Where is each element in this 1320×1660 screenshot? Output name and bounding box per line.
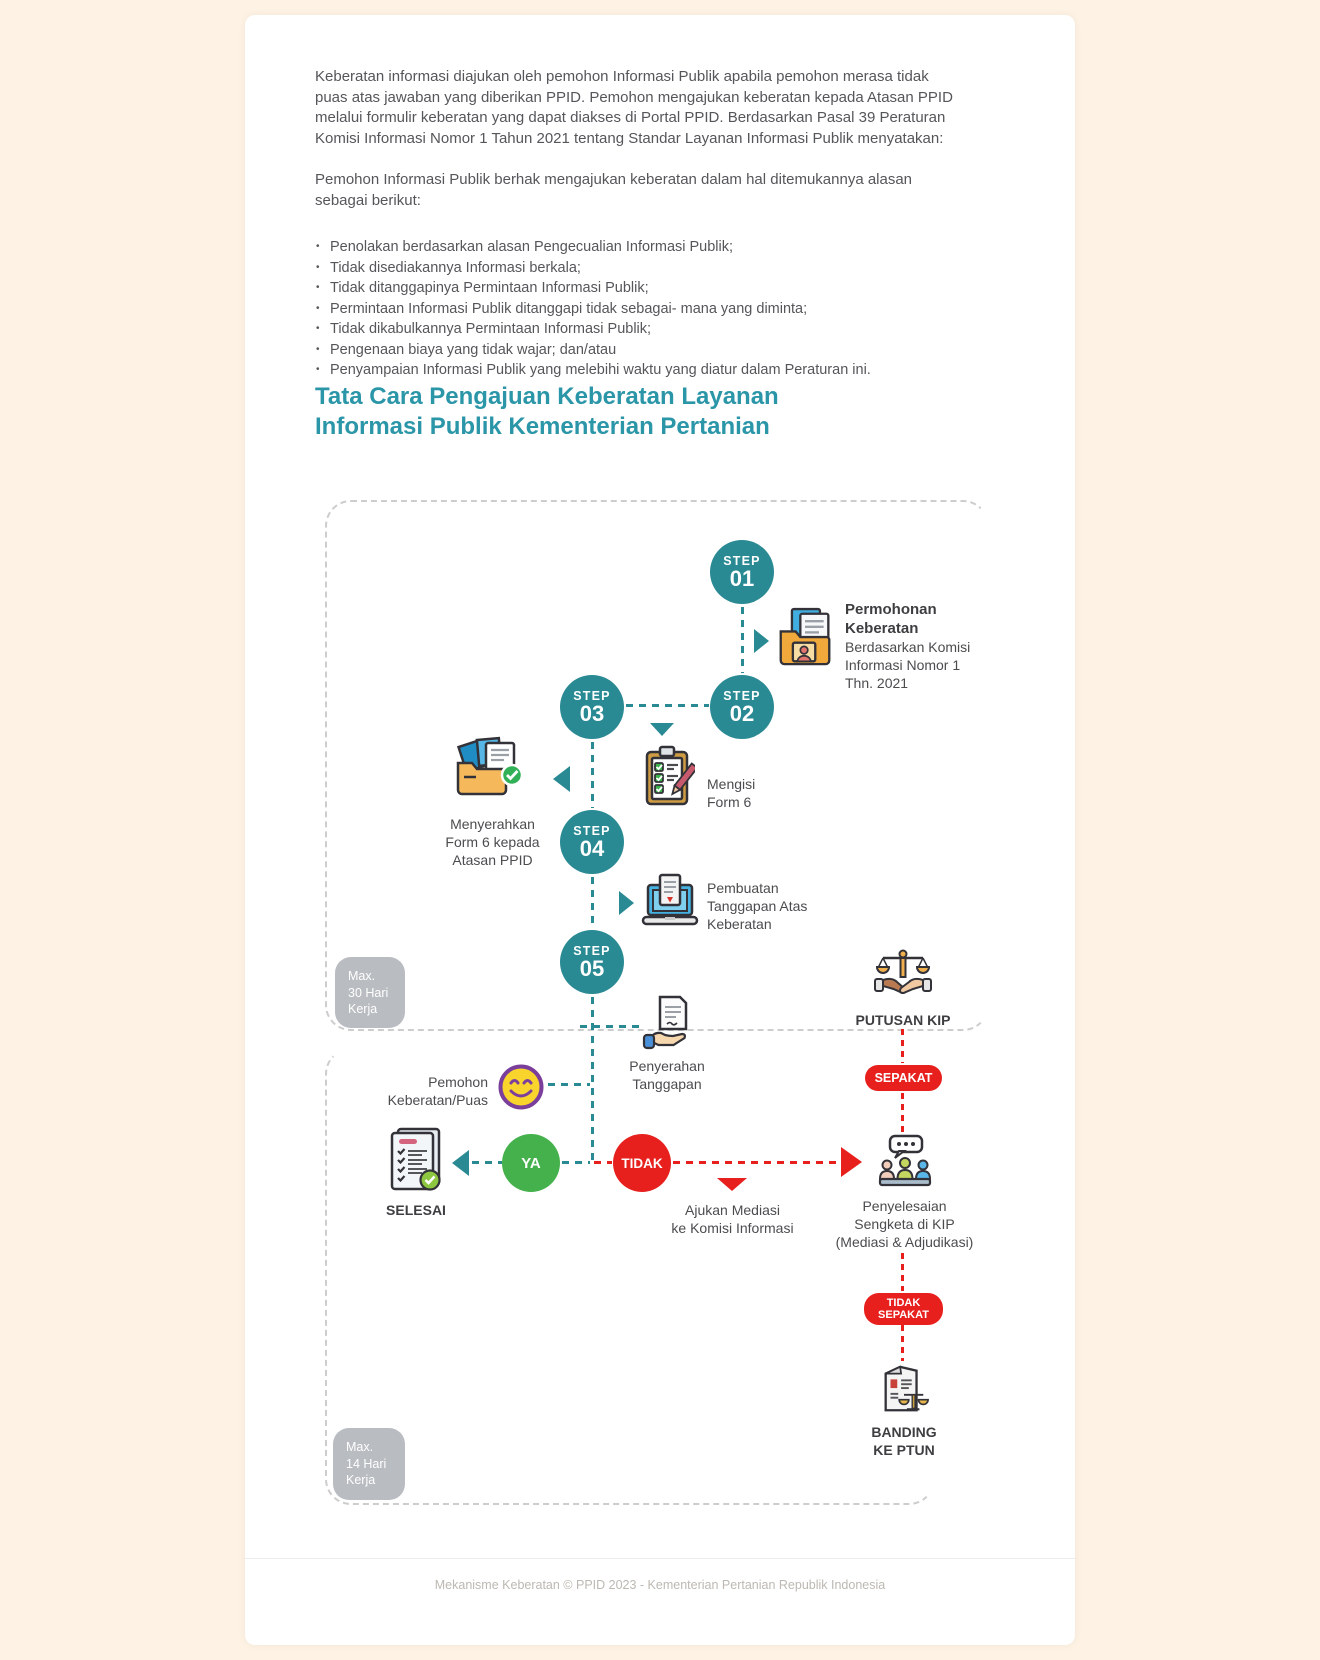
- arrow-left-icon: [452, 1150, 469, 1176]
- intro-paragraph-2: Pemohon Informasi Publik berhak mengajukan keberatan dalam hal ditemukannya alasan sebagai berikut:: [315, 171, 913, 209]
- label-line: Form 6: [707, 794, 752, 810]
- dashed-connector: [901, 1325, 904, 1361]
- mengisi-label: [707, 775, 755, 811]
- arrow-down-icon: [650, 723, 674, 736]
- step-04-circle: [560, 810, 624, 874]
- list-item: • Penyampaian Informasi Publik yang melebihi waktu yang diatur dalam Peraturan ini.: [315, 360, 995, 381]
- label-line: Keberatan: [707, 916, 772, 932]
- arrow-down-icon: [717, 1178, 747, 1191]
- label-line: Form 6 kepada: [445, 834, 540, 850]
- page-title: [315, 382, 779, 442]
- label-line: Keberatan/Puas: [387, 1092, 488, 1108]
- label-line: Berdasarkan Komisi: [845, 639, 971, 655]
- dashed-connector: [562, 1161, 590, 1164]
- badge-line: SEPAKAT: [878, 1309, 929, 1321]
- penyelesaian-label: [817, 1197, 992, 1251]
- label-line: Pembuatan: [707, 880, 779, 896]
- list-item: • Tidak ditanggapinya Permintaan Informasi Publik;: [315, 278, 995, 299]
- penyerahan-label: [597, 1057, 737, 1093]
- label-line: Mengisi: [707, 776, 756, 792]
- step-02-circle: [710, 675, 774, 739]
- badge-line: Kerja: [346, 1473, 376, 1487]
- badge-line: TIDAK: [886, 1296, 921, 1309]
- badge-line: 14 Hari: [346, 1456, 387, 1471]
- ajukan-mediasi-label: [660, 1201, 805, 1237]
- ya-decision-circle: YA: [502, 1134, 560, 1192]
- smiley-face-icon: [497, 1063, 545, 1116]
- dashed-connector: [591, 742, 594, 808]
- dashed-connector: [591, 997, 594, 1163]
- label-line: Atasan PPID: [452, 852, 533, 868]
- list-item: • Penolakan berdasarkan alasan Pengecualian Informasi Publik;: [315, 237, 995, 258]
- checklist-document-icon: [389, 1127, 443, 1196]
- meeting-people-icon: [876, 1134, 934, 1197]
- label-line: Tanggapan: [632, 1076, 702, 1092]
- selesai-label: SELESAI: [386, 1202, 446, 1218]
- arrow-left-icon: [553, 766, 570, 792]
- label-line: Informasi Nomor 1: [845, 657, 961, 673]
- hand-document-icon: [642, 995, 696, 1056]
- arrow-right-icon: [619, 891, 634, 915]
- page-title-line2: Informasi Publik Kementerian Pertanian: [315, 413, 770, 440]
- dashed-connector: [673, 1161, 839, 1164]
- step-03-circle: [560, 675, 624, 739]
- dashed-connector: [901, 1029, 904, 1063]
- scales-handshake-icon: [874, 949, 932, 1010]
- list-item: • Permintaan Informasi Publik ditanggapi tidak sebagai- mana yang diminta;: [315, 299, 995, 320]
- label-line: Pemohon: [428, 1074, 488, 1090]
- page-title-line1: Tata Cara Pengajuan Keberatan Layanan: [315, 383, 779, 410]
- dashed-connector: [472, 1161, 502, 1164]
- legal-document-scales-icon: [877, 1363, 931, 1422]
- dashed-connector: [626, 704, 709, 707]
- clipboard-checklist-icon: [641, 745, 695, 812]
- intro-paragraph-1: Keberatan informasi diajukan oleh pemohon Informasi Publik apabila pemohon merasa tidak puas atas jawaban yang diberikan PPID. Pemohon mengajukan keberatan kepada Atasan PPID melalui formulir keberatan yang dapat diakses di Portal PPID. Berdasarkan Pasal 39 Peraturan Komisi Informasi Nomor 1 Tahun 2021 tentang Standar Layanan Informasi Publik menyatakan:: [315, 68, 953, 147]
- dashed-connector: [591, 877, 594, 928]
- list-item: • Pengenaan biaya yang tidak wajar; dan/atau: [315, 340, 995, 361]
- label-line: Menyerahkan: [450, 816, 535, 832]
- badge-line: Kerja: [348, 1002, 378, 1016]
- step-label: STEP: [573, 688, 611, 703]
- label-line: Ajukan Mediasi: [685, 1202, 780, 1218]
- arrow-right-icon: [841, 1147, 862, 1177]
- step-01-circle: [710, 540, 774, 604]
- dashed-connector: [741, 607, 744, 673]
- folder-person-icon: [777, 606, 833, 675]
- laptop-document-icon: [640, 873, 700, 934]
- step-number: 05: [579, 955, 605, 981]
- step-number: 01: [729, 565, 755, 591]
- putusan-kip-label: PUTUSAN KIP: [855, 1012, 951, 1028]
- label-line: KE PTUN: [873, 1442, 935, 1458]
- badge-line: 30 Hari: [348, 985, 389, 1000]
- label-line: Thn. 2021: [845, 675, 909, 691]
- step-05-circle: [560, 930, 624, 994]
- label-line: ke Komisi Informasi: [671, 1220, 794, 1236]
- list-item: • Tidak disediakannya Informasi berkala;: [315, 258, 995, 279]
- document-card: [245, 15, 1075, 1645]
- section-frame-14days: [325, 1048, 935, 1505]
- label-line: Keberatan: [845, 620, 919, 637]
- label-line: Tanggapan Atas: [707, 898, 808, 914]
- dashed-connector: [901, 1093, 904, 1133]
- label-line: Permohonan: [845, 601, 937, 618]
- label-line: Sengketa di KIP: [854, 1216, 955, 1232]
- label-line: BANDING: [871, 1424, 937, 1440]
- step-label: STEP: [723, 688, 761, 703]
- step-number: 03: [579, 700, 605, 726]
- label-line: Penyelesaian: [862, 1198, 947, 1214]
- step-number: 04: [579, 835, 605, 861]
- step-label: STEP: [573, 823, 611, 838]
- folder-documents-check-icon: [450, 735, 532, 806]
- footer-divider: [245, 1558, 1075, 1559]
- reason-list: [315, 237, 995, 381]
- step-label: STEP: [573, 943, 611, 958]
- arrow-right-icon: [754, 629, 769, 653]
- step-number: 02: [729, 700, 755, 726]
- permohonan-label: [845, 600, 1005, 692]
- dashed-connector: [901, 1253, 904, 1291]
- badge-line: Max.: [346, 1440, 374, 1454]
- max-30-days-badge: [335, 957, 405, 1028]
- tidak-sepakat-badge: [864, 1293, 943, 1325]
- list-item: • Tidak dikabulkannya Permintaan Informasi Publik;: [315, 319, 995, 340]
- sepakat-badge: SEPAKAT: [865, 1065, 942, 1091]
- tidak-decision-circle: TIDAK: [613, 1134, 671, 1192]
- label-line: (Mediasi & Adjudikasi): [835, 1234, 974, 1250]
- pembuatan-label: [707, 879, 807, 933]
- dashed-connector: [594, 1161, 612, 1164]
- label-line: Penyerahan: [629, 1058, 705, 1074]
- max-14-days-badge: [333, 1428, 405, 1500]
- banding-label: [845, 1423, 963, 1459]
- step-label: STEP: [723, 553, 761, 568]
- dashed-connector: [580, 1025, 642, 1028]
- footer-text: Mekanisme Keberatan © PPID 2023 - Kementerian Pertanian Republik Indonesia: [434, 1578, 886, 1592]
- dashed-connector: [548, 1083, 590, 1086]
- badge-line: Max.: [348, 969, 376, 983]
- pemohon-label: [350, 1073, 488, 1109]
- menyerahkan-label: [420, 815, 565, 869]
